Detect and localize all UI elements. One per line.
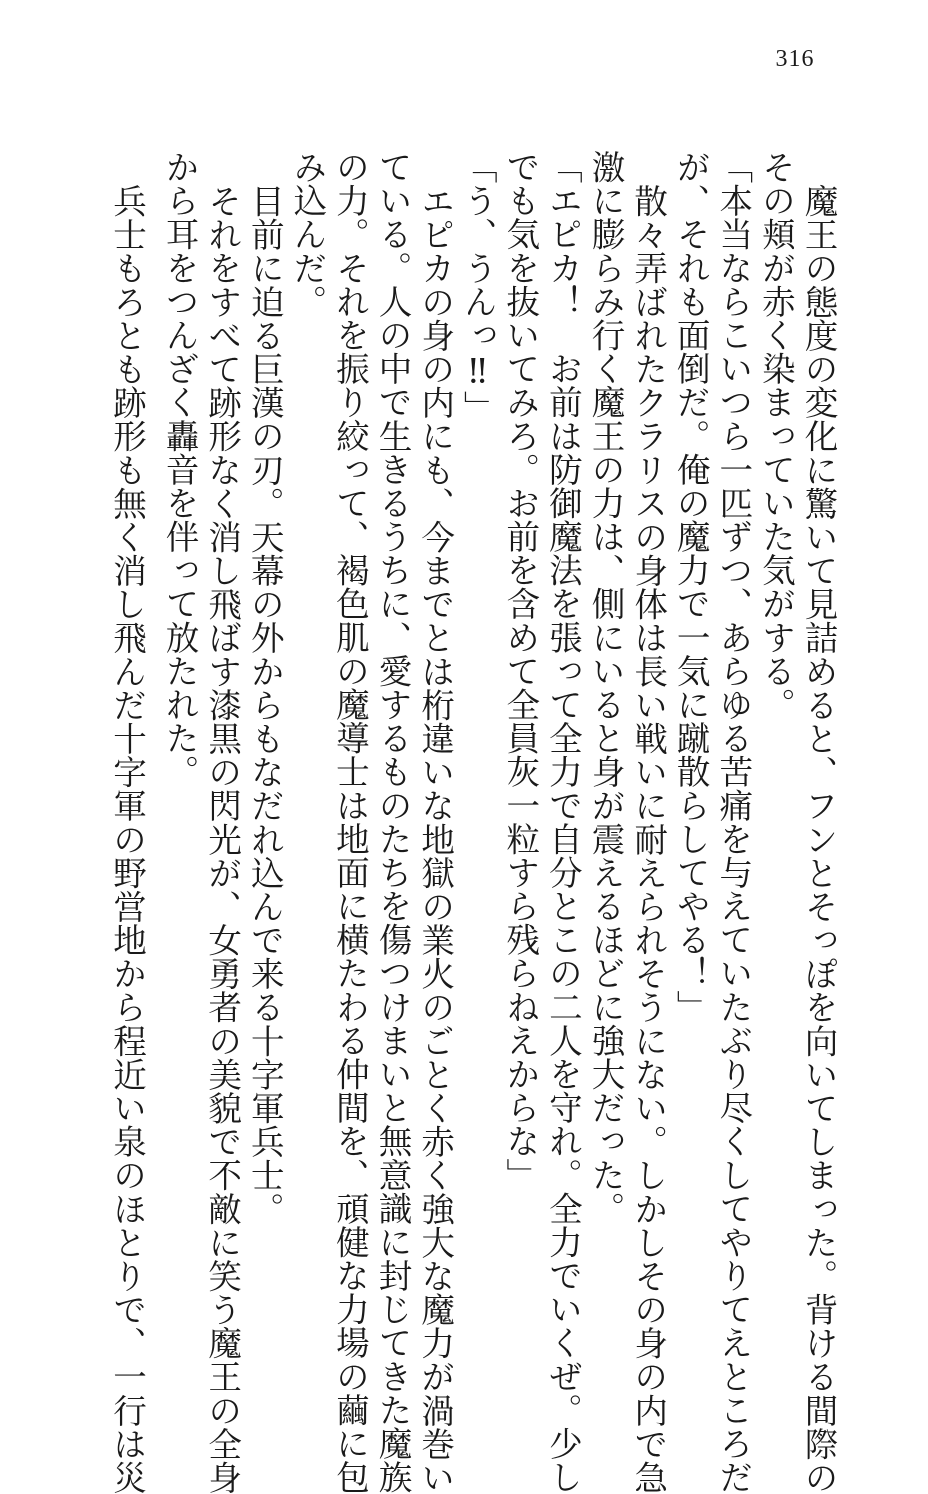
text-line: 激に膨らみ行く魔王の力は、側にいると身が震えるほどに強大だった。 [586, 150, 626, 1225]
dialogue-line: 「エピカ！ お前は防御魔法を張って全力で自分とこの二人を守れ。全力でいくぜ。少し [543, 150, 583, 1494]
text-line: 散々弄ばれたクラリスの身体は長い戦いに耐えられそうにない。しかしその身の内で急 [628, 183, 668, 1494]
text-line: エピカの身の内にも、今までとは桁違いな地獄の業火のごとく赤く強大な魔力が渦巻い [415, 183, 455, 1494]
text-line: 目前に迫る巨漢の刃。天幕の外からもなだれ込んで来る十字軍兵士。 [245, 183, 285, 1225]
text-line: が、それも面倒だ。俺の魔力で一気に蹴散らしてやる！」 [671, 150, 711, 1024]
text-line: 魔王の態度の変化に驚いて見詰めると、フンとそっぽを向いてしまった。背ける間際の [799, 183, 838, 1494]
text-line: その頬が赤く染まっていた気がする。 [756, 150, 796, 722]
dialogue-line: 「う、うんっ‼」 [458, 150, 498, 425]
novel-text-block [107, 150, 838, 1494]
page-number: 316 [775, 46, 815, 72]
text-line: の力。それを振り絞って、褐色肌の魔導士は地面に横たわる仲間を、頑健な力場の繭に包 [330, 150, 370, 1494]
text-line: ている。人の中で生きるうちに、愛するものたちを傷つけまいと無意識に封じてきた魔族 [373, 150, 413, 1494]
text-line: でも気を抜いてみろ。お前を含めて全員灰一粒すら残らねえからな」 [500, 150, 540, 1192]
dialogue-line: 「本当ならこいつら一匹ずつ、あらゆる苦痛を与えていたぶり尽くしてやりてえところだ [713, 150, 753, 1494]
text-line: み込んだ。 [287, 150, 327, 318]
text-line: から耳をつんざく轟音を伴って放たれた。 [160, 150, 200, 789]
text-line: 兵士もろとも跡形も無く消し飛んだ十字軍の野営地から程近い泉のほとりで、一行は災 [107, 183, 147, 1494]
text-line: それをすべて跡形なく消し飛ばす漆黒の閃光が、女勇者の美貌で不敵に笑う魔王の全身 [202, 183, 242, 1494]
